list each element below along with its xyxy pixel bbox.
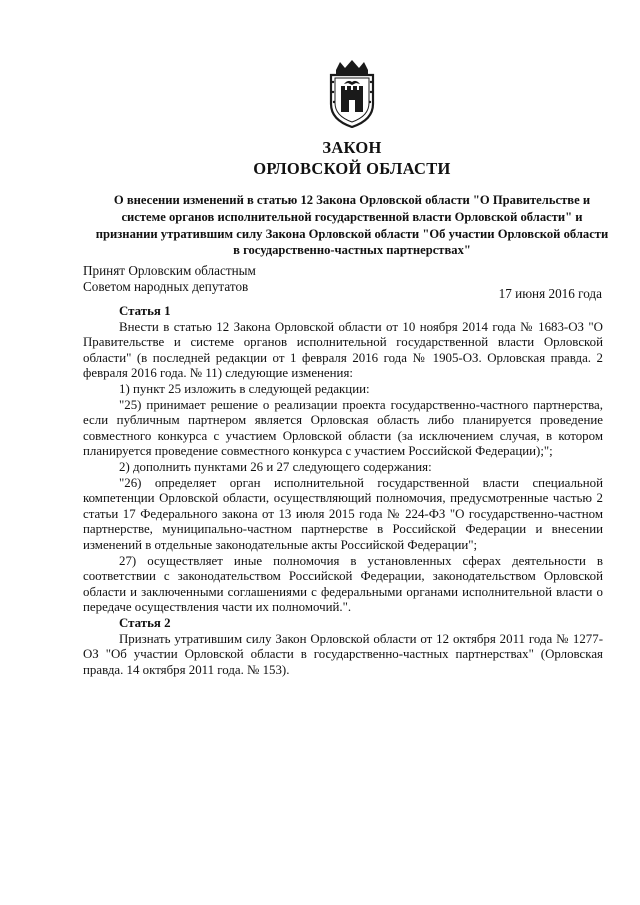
article-1-item-1-text: "25) принимает решение о реализации проекта государственно-частного партнерства, если публичным партнером является Орловская область либо планируется проведение совместного конкурса с участием Орловской области (за исключением случая, в котором планируется проведение совместного конкурса с участием Российской Федерации);"; [83, 397, 603, 459]
law-region-title: ОРЛОВСКОЙ ОБЛАСТИ [253, 159, 451, 178]
adoption-date: 17 июня 2016 года [498, 286, 602, 301]
article-1-intro: Внести в статью 12 Закона Орловской области от 10 ноября 2014 года № 1683-ОЗ "О Правительстве и системе органов исполнительной государственной власти Орловской области" (в последней редакции от 1 февраля 2016 года № 1905-ОЗ. Орловская правда. 2 февраля 2016 года. № 11) следующие изменения: [83, 319, 603, 381]
article-2 [83, 616, 603, 678]
article-1-item-1: 1) пункт 25 изложить в следующей редакции: [119, 381, 370, 396]
law-title: ЗАКОН [322, 138, 382, 157]
article-1-heading: Статья 1 [119, 304, 171, 318]
article-1 [83, 304, 603, 616]
article-1-item-2: 2) дополнить пунктами 26 и 27 следующего содержания: [119, 459, 432, 474]
adoption-line-2: Советом народных депутатов [83, 279, 249, 294]
law-subtitle: О внесении изменений в статью 12 Закона Орловской области "О Правительстве и системе органов исполнительной государственной власти Орловской области" и признании утратившим силу Закона Орловской области "Об участии Орловской области в государственно-частных партнерствах" [95, 193, 609, 258]
orel-region-coat-of-arms-icon [327, 60, 377, 128]
article-2-heading: Статья 2 [119, 616, 171, 630]
article-2-text: Признать утратившим силу Закон Орловской области от 12 октября 2011 года № 1277-ОЗ "Об участии Орловской области в государственно-частных партнерствах" (Орловская правда. 14 октября 2011 года. № 153). [83, 631, 603, 677]
adoption-block [83, 263, 256, 295]
article-1-item-2-point-27: 27) осуществляет иные полномочия в установленных сферах деятельности в соответствии с законодательством Российской Федерации, законодательством Орловской области и заключенными соглашениями с федеральными органами исполнительной власти о передаче осуществления части их полномочий.". [83, 553, 603, 615]
adoption-line-1: Принят Орловским областным [83, 263, 256, 278]
article-1-item-2-point-26: "26) определяет орган исполнительной государственной власти специальной компетенции Орловской области, осуществляющий полномочия, предусмотренные частью 2 статьи 17 Федерального закона от 13 июля 2015 года № 224-ФЗ "О государственно-частном партнерстве, муниципально-частном партнерстве в Российской Федерации и внесении изменений в отдельные законодательные акты Российской Федерации"; [83, 475, 603, 552]
